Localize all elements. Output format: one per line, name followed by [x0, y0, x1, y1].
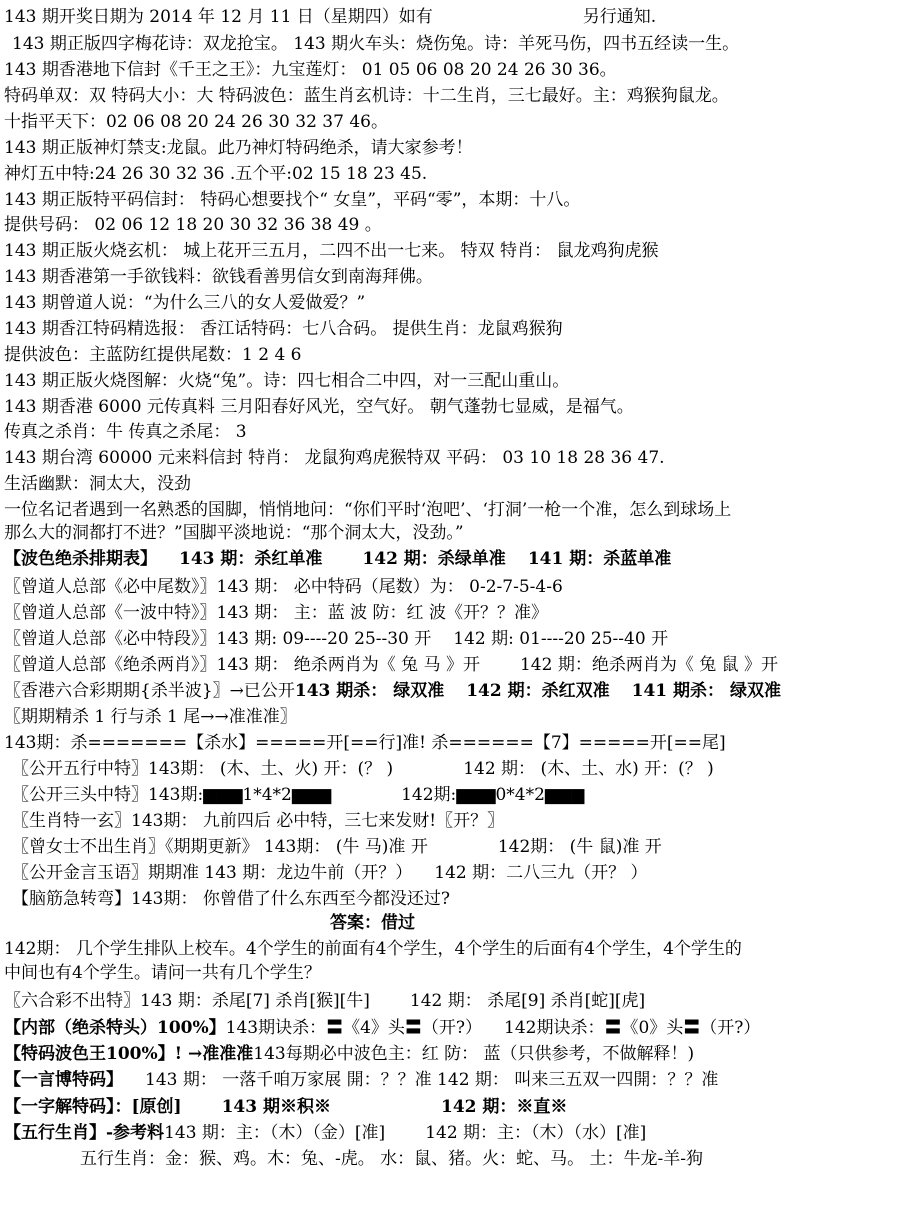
text-line: 143 期香港地下信封《千王之王》：九宝莲灯： 01 05 06 08 20 24 26 30 36。 — [4, 60, 617, 80]
internal-kill-title: 【内部（绝杀特头）100%】 — [4, 1018, 226, 1038]
text-line: 143 期正版火烧玄机： 城上花开三五月，二四不出一七来。 特双 特肖： 鼠龙鸡狗虎猴 — [4, 241, 659, 261]
wave-kill-title: 【波色绝杀排期表】 — [4, 549, 157, 569]
hk-half-wave-141: 141 期杀： 绿双准 — [631, 681, 781, 701]
wave-king-text: 143每期必中波色主：红 防： 蓝（只供参考，不做解释！) — [253, 1044, 695, 1064]
ms-zeng-142: 142期： (牛 鼠)准 开 — [497, 837, 662, 857]
hk-half-wave-line — [4, 680, 898, 702]
three-head-142: 142期:▆▆▆0*4*2▆▆▆ — [401, 785, 585, 805]
text-line: 神灯五中特:24 26 30 32 36 .五个平:02 15 18 23 45. — [4, 164, 428, 184]
wave-kill-141: 141 期：杀蓝单准 — [527, 549, 672, 569]
question-142-line-2: 中间也有4个学生。请问一共有几个学生？ — [4, 963, 321, 983]
golden-words-line — [12, 862, 898, 884]
draw-date-text: 143 期开奖日期为 2014 年 12 月 11 日（星期四）如有 — [4, 7, 433, 27]
three-head-line — [12, 784, 898, 806]
wave-kill-142: 142 期：杀绿单准 — [362, 549, 506, 569]
text-line: 特码单双：双 特码大小：大 特码波色：蓝生肖玄机诗：十二生肖，三七最好。主：鸡猴狗鼠龙。 — [4, 86, 729, 106]
zeng-kill-two-142: 142 期：绝杀两肖为《 兔 鼠 》开 — [519, 655, 779, 675]
five-element-143: 〖公开五行中特〗143期： (木、土、火) 开：(？ ) — [12, 759, 394, 779]
zeng-kill-two-line — [4, 654, 898, 676]
one-char-title: 【一字解特码】：[原创] — [4, 1097, 182, 1117]
one-char-line — [4, 1096, 898, 1118]
one-word-bet-line — [4, 1069, 898, 1091]
golden-words-142: 142 期：二八三九（开？ ） — [434, 863, 648, 883]
three-head-143: 〖公开三头中特〗143期:▆▆▆1*4*2▆▆▆ — [12, 785, 332, 805]
internal-kill-142: 142期诀杀：〓《0》头〓（开?） — [504, 1018, 761, 1038]
zodiac-mystery-line: 〖生肖特一玄〗143期： 九前四后 必中特，三七来发财!〖开？〗 — [12, 811, 505, 831]
text-line: 143 期正版火烧图解：火烧“兔”。诗：四七相合二中四，对一三配山重山。 — [4, 371, 570, 391]
five-element-zodiac-line — [4, 1122, 898, 1144]
zeng-segment-143: 〖曾道人总部《必中特段》〗143 期: 09----20 25--30 开 — [4, 629, 432, 649]
lhc-no-special-143: 〖六合彩不出特〗143 期：杀尾[7] 杀肖[猴][牛] — [4, 991, 370, 1011]
wave-king-title: 【特码波色王100%】! →准准准 — [4, 1044, 254, 1064]
text-line: 提供号码： 02 06 12 18 20 30 32 36 38 49 。 — [4, 215, 382, 235]
text-line: 那么大的洞都打不进？”国脚平淡地说：“那个洞太大，没劲。” — [4, 523, 464, 543]
one-word-bet-title: 【一言博特码】 — [4, 1070, 123, 1090]
text-line: 143 期正版神灯禁支:龙鼠。此乃神灯特码绝杀，请大家参考！ — [4, 138, 473, 158]
five-element-line — [12, 758, 898, 780]
hk-half-wave-143: 143 期杀： 绿双准 — [294, 681, 445, 701]
zeng-kill-two-143: 〖曾道人总部《绝杀两肖》〗143 期： 绝杀两肖为《 兔 马 》开 — [4, 655, 480, 675]
answer-line: 答案：借过 — [330, 913, 415, 933]
brain-teaser-line: 【脑筋急转弯】143期： 你曾借了什么东西至今都没还过? — [12, 889, 450, 909]
wave-king-line — [4, 1043, 898, 1065]
text-line: 143 期台湾 60000 元来料信封 特肖： 龙鼠狗鸡虎猴特双 平码： 03 10 18 28 36 47. — [4, 448, 665, 468]
zeng-segment-line — [4, 628, 898, 650]
text-line: 143 期曾道人说：“为什么三八的女人爱做爱？” — [4, 293, 366, 313]
one-char-143: 143 期※积※ — [221, 1097, 331, 1117]
kill-water-line: 143期：杀=======【杀水】=====开[==行]准! 杀======【7】=====开[==尾] — [4, 733, 726, 753]
text-line: 一位名记者遇到一名熟悉的国脚，悄悄地问：“你们平时‘泡吧’、‘打洞’一枪一个准，怎么到球场上 — [4, 500, 732, 520]
text-line: 十指平天下：02 06 08 20 24 26 30 32 37 46。 — [4, 112, 388, 132]
internal-kill-line — [4, 1017, 898, 1039]
ms-zeng-line — [12, 836, 898, 858]
question-142-line-1: 142期： 几个学生排队上校车。4个学生的前面有4个学生，4个学生的后面有4个学生，4个学生的 — [4, 939, 742, 959]
internal-kill-143: 143期诀杀：〓《4》头〓（开?） — [225, 1018, 483, 1038]
text-line: 143 期正版四字梅花诗：双龙抢宝。 143 期火车头：烧伤兔。诗：羊死马伤，四书五经读一生。 — [12, 34, 740, 54]
text-line: 生活幽默：洞太大，没劲 — [4, 474, 191, 494]
five-element-142: 142 期： (木、土、水) 开：(？ ) — [463, 759, 714, 779]
one-char-142: 142 期：※直※ — [441, 1097, 568, 1117]
notice-text: 另行通知. — [582, 7, 657, 27]
zeng-tail-line: 〖曾道人总部《必中尾数》〗143 期： 必中特码（尾数）为： 0-2-7-5-4-6 — [4, 577, 563, 597]
five-element-zodiac-142: 142 期：主：（木）（水）[准] — [425, 1123, 647, 1143]
draw-date-line — [4, 6, 898, 28]
period-kill-line: 〖期期精杀 1 行与杀 1 尾→→准准准〗 — [4, 707, 297, 727]
text-line: 143 期香江特码精选报： 香江话特码：七八合码。 提供生肖：龙鼠鸡猴狗 — [4, 319, 563, 339]
ms-zeng-143: 〖曾女士不出生肖〗《期期更新》 143期： (牛 马)准 开 — [12, 837, 428, 857]
zeng-segment-142: 142 期: 01----20 25--40 开 — [453, 629, 669, 649]
five-element-zodiac-title: 【五行生肖】-参考料 — [4, 1123, 165, 1143]
hk-half-wave-142: 142 期：杀红双准 — [466, 681, 610, 701]
five-element-zodiac-143: 143 期：主：（木）（金）[准] — [164, 1123, 386, 1143]
hk-half-wave-title: 〖香港六合彩期期{杀半波}〗→已公开 — [4, 681, 295, 701]
text-line: 143 期香港第一手欲钱料：欲钱看善男信女到南海拜佛。 — [4, 267, 433, 287]
text-line: 提供波色：主蓝防红提供尾数：1 2 4 6 — [4, 345, 302, 365]
text-line: 143 期香港 6000 元传真料 三月阳春好风光，空气好。 朝气蓬勃七显威，是福气。 — [4, 397, 634, 417]
five-element-list-line: 五行生肖：金：猴、鸡。木：兔、-虎。 水：鼠、猪。火：蛇、马。 土：牛龙-羊-狗 — [80, 1149, 704, 1169]
one-word-bet-text: 143 期： 一落千咱万家展 開：？？准 142 期： 叫来三五双一四開：？？准 — [145, 1070, 719, 1090]
text-line: 传真之杀肖：牛 传真之杀尾： 3 — [4, 422, 247, 442]
zeng-wave-line: 〖曾道人总部《一波中特》〗143 期： 主：蓝 波 防：红 波《开？？准》 — [4, 603, 548, 623]
lhc-no-special-142: 142 期： 杀尾[9] 杀肖[蛇][虎] — [409, 991, 646, 1011]
wave-kill-143: 143 期：杀红单准 — [179, 549, 323, 569]
wave-kill-schedule — [4, 548, 898, 570]
lhc-no-special-line — [4, 990, 898, 1012]
text-line: 143 期正版特平码信封： 特码心想要找个“ 女皇”，平码“零”，本期：十八。 — [4, 190, 581, 210]
golden-words-143: 〖公开金言玉语〗期期准 143 期：龙边牛前（开？） — [12, 863, 413, 883]
